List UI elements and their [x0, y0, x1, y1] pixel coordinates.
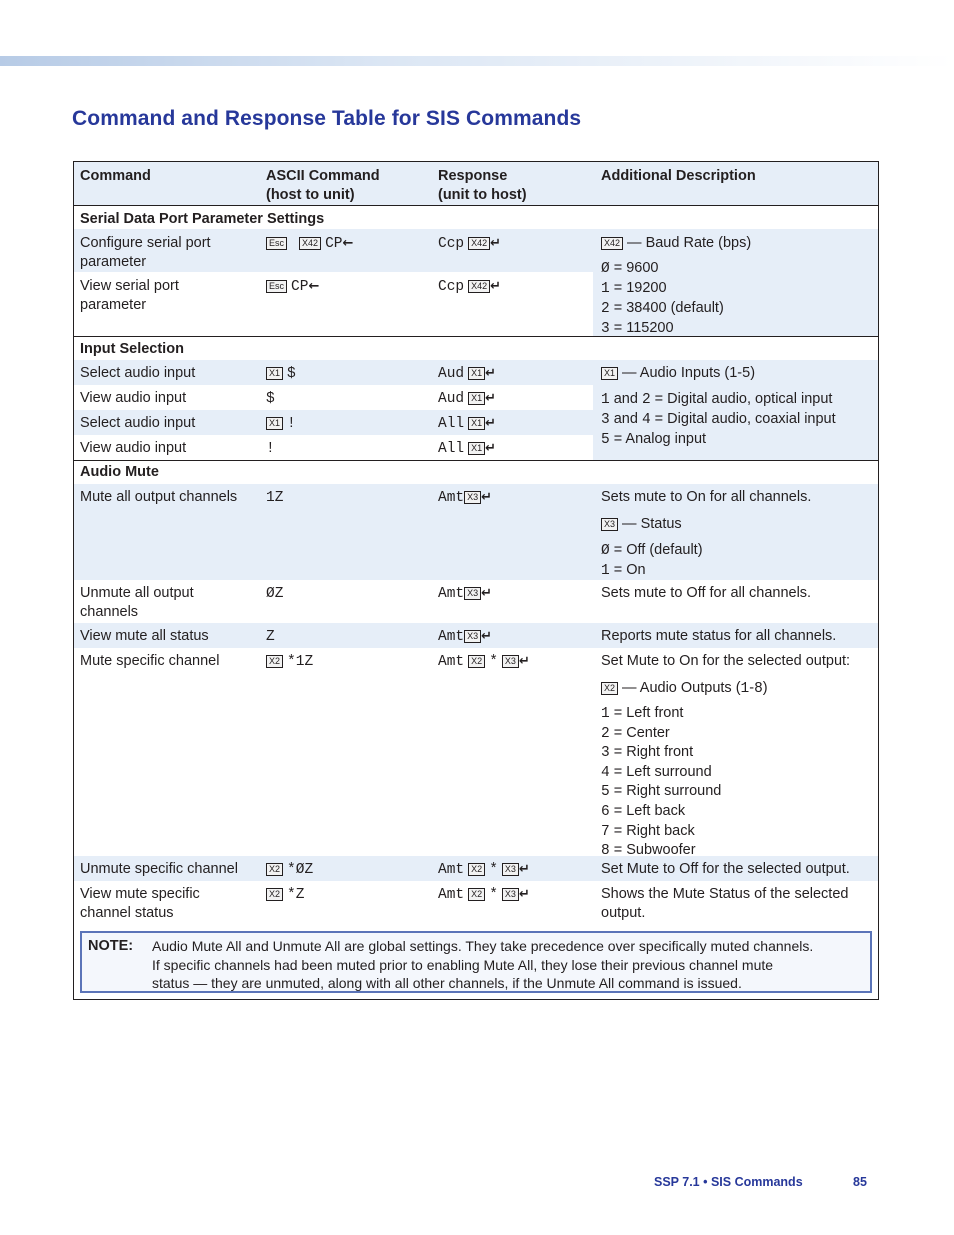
var-x2-icon: X2	[266, 655, 283, 668]
enter-icon: ↵	[518, 887, 530, 902]
ascii-unmute-all: ØZ	[266, 586, 284, 602]
var-x2-icon: X2	[266, 863, 283, 876]
desc-mute-status-title: X3 — Status	[601, 515, 682, 534]
cmd-view-audio-2: View audio input	[80, 440, 187, 456]
desc-unmute-all: Sets mute to Off for all channels.	[601, 585, 812, 601]
cmd-view-mute-all: View mute all status	[80, 628, 209, 644]
list-item: 4 = Left surround	[601, 763, 712, 781]
enter-icon: ↵	[518, 654, 530, 669]
resp-view-audio-2: All X1 ↵	[438, 441, 497, 457]
sis-command-table	[73, 161, 879, 1000]
enter-icon: ↵	[485, 416, 497, 431]
ascii-configure-serial: Esc X42 CP←	[266, 234, 353, 254]
var-x1-icon: X1	[266, 417, 283, 430]
resp-view-audio-1: Aud X1 ↵	[438, 391, 497, 407]
desc-baud-list: Ø = 9600 1 = 19200 2 = 38400 (default) 3 = 115200	[601, 260, 724, 337]
list-item: 8 = Subwoofer	[601, 842, 696, 860]
var-x1-icon: X1	[468, 392, 485, 405]
var-x1-icon: X1	[266, 367, 283, 380]
cmd-select-audio-2: Select audio input	[80, 415, 196, 431]
note-text: Audio Mute All and Unmute All are global settings. They take precedence over specifically muted channels. If specific channels had been muted prior to enabling Mute All, they lose their previous channel mute status — they are unmuted, along with all other channels, if the Unmute All command is issued.	[152, 938, 814, 991]
var-x3-icon: X3	[502, 888, 519, 901]
footer-doc-title: SSP 7.1 • SIS Commands	[654, 1175, 803, 1189]
col-header-response: Response (unit to host)	[438, 168, 527, 203]
note-label: NOTE:	[88, 938, 134, 954]
list-item: 7 = Right back	[601, 822, 695, 840]
rule-input	[74, 460, 878, 461]
cmd-view-audio-1: View audio input	[80, 390, 187, 406]
desc-audio-inputs-title: X1 — Audio Inputs (1-5)	[601, 364, 755, 383]
ascii-select-audio-1: X1 $	[266, 364, 296, 384]
desc-view-mute-specific: Shows the Mute Status of the selected output.	[601, 886, 849, 921]
desc-unmute-specific: Set Mute to Off for the selected output.	[601, 861, 850, 877]
desc-audio-outputs-title: X2 — Audio Outputs (1-8)	[601, 679, 768, 699]
desc-baud-title: X42 — Baud Rate (bps)	[601, 234, 751, 253]
var-x3-icon: X3	[464, 587, 481, 600]
resp-view-serial: Ccp X42 ↵	[438, 279, 502, 295]
resp-mute-all: Amt X3 ↵	[438, 490, 493, 506]
note-box	[80, 931, 872, 993]
var-x2-icon: X2	[601, 682, 618, 695]
footer-page-number: 85	[853, 1175, 867, 1189]
var-x1-icon: X1	[601, 367, 618, 380]
section-heading-serial: Serial Data Port Parameter Settings	[80, 211, 325, 227]
ascii-view-mute-all: Z	[266, 629, 275, 645]
enter-icon: ↵	[485, 441, 497, 456]
cmd-mute-specific: Mute specific channel	[80, 653, 220, 669]
section-heading-input: Input Selection	[80, 341, 184, 357]
ascii-mute-all: 1Z	[266, 490, 284, 506]
desc-view-mute-all: Reports mute status for all channels.	[601, 628, 837, 644]
cmd-unmute-all: Unmute all output channels	[80, 585, 194, 620]
desc-audio-inputs-list: 1 and 2 = Digital audio, optical input 3 and 4 = Digital audio, coaxial input 5 = Analog input	[601, 391, 836, 448]
col-header-ascii: ASCII Command (host to unit)	[266, 168, 380, 203]
resp-view-mute-specific: Amt X2 * X3 ↵	[438, 887, 530, 903]
var-x3-icon: X3	[502, 655, 519, 668]
ascii-unmute-specific: X2 *ØZ	[266, 860, 313, 880]
var-x1-icon: X1	[468, 367, 485, 380]
var-x3-icon: X3	[464, 630, 481, 643]
var-x2-icon: X2	[468, 655, 485, 668]
resp-select-audio-2: All X1 ↵	[438, 416, 497, 432]
enter-icon: ↵	[485, 391, 497, 406]
rule-serial	[74, 336, 878, 337]
resp-view-mute-all: Amt X3 ↵	[438, 629, 493, 645]
cmd-view-serial: View serial port parameter	[80, 278, 179, 313]
var-x1-icon: X1	[468, 442, 485, 455]
enter-icon: ↵	[490, 279, 502, 294]
rule-header	[74, 205, 878, 206]
section-heading-mute: Audio Mute	[80, 464, 159, 480]
list-item: 6 = Left back	[601, 802, 686, 820]
ascii-view-mute-specific: X2 *Z	[266, 885, 304, 905]
col-header-command: Command	[80, 168, 151, 184]
carriage-return-icon: ←	[308, 279, 320, 294]
ascii-mute-specific: X2 *1Z	[266, 652, 313, 672]
cmd-configure-serial: Configure serial port parameter	[80, 235, 211, 270]
var-x42-icon: X42	[601, 237, 623, 250]
page-title: Command and Response Table for SIS Commands	[72, 107, 582, 130]
cmd-select-audio-1: Select audio input	[80, 365, 196, 381]
resp-configure-serial: Ccp X42 ↵	[438, 236, 502, 252]
list-item: 2 = Center	[601, 724, 670, 742]
var-x42-icon: X42	[468, 280, 490, 293]
carriage-return-icon: ←	[342, 236, 354, 251]
ascii-view-audio-2: !	[266, 441, 275, 457]
var-x2-icon: X2	[266, 888, 283, 901]
cmd-unmute-specific: Unmute specific channel	[80, 861, 238, 877]
list-item: 1 = Left front	[601, 705, 684, 722]
desc-mute-status-list: Ø = Off (default) 1 = On	[601, 542, 703, 579]
desc-mute-specific: Set Mute to On for the selected output:	[601, 653, 851, 669]
var-x1-icon: X1	[468, 417, 485, 430]
list-item: 3 = Right front	[601, 744, 694, 762]
col-header-description: Additional Description	[601, 168, 756, 184]
desc-mute-all: Sets mute to On for all channels.	[601, 489, 812, 505]
var-x2-icon: X2	[468, 863, 485, 876]
var-x3-icon: X3	[502, 863, 519, 876]
enter-icon: ↵	[481, 629, 493, 644]
enter-icon: ↵	[485, 366, 497, 381]
resp-select-audio-1: Aud X1 ↵	[438, 366, 497, 382]
cmd-mute-all: Mute all output channels	[80, 489, 238, 505]
resp-mute-specific: Amt X2 * X3 ↵	[438, 654, 530, 670]
var-x42-icon: X42	[468, 237, 490, 250]
enter-icon: ↵	[481, 586, 493, 601]
desc-audio-outputs-list	[601, 704, 721, 861]
var-x3-icon: X3	[601, 518, 618, 531]
ascii-view-audio-1: $	[266, 391, 275, 407]
var-x2-icon: X2	[468, 888, 485, 901]
ascii-view-serial: Esc CP←	[266, 277, 319, 297]
enter-icon: ↵	[481, 490, 493, 505]
cmd-view-mute-specific: View mute specific channel status	[80, 886, 200, 921]
ascii-select-audio-2: X1 !	[266, 414, 296, 434]
enter-icon: ↵	[490, 236, 502, 251]
var-x3-icon: X3	[464, 491, 481, 504]
var-x42-icon: X42	[299, 237, 321, 250]
top-gradient-bar	[0, 56, 954, 66]
enter-icon: ↵	[518, 862, 530, 877]
esc-key-icon: Esc	[266, 280, 287, 293]
resp-unmute-all: Amt X3 ↵	[438, 586, 493, 602]
list-item: 5 = Right surround	[601, 783, 722, 801]
resp-unmute-specific: Amt X2 * X3 ↵	[438, 862, 530, 878]
esc-key-icon: Esc	[266, 237, 287, 250]
